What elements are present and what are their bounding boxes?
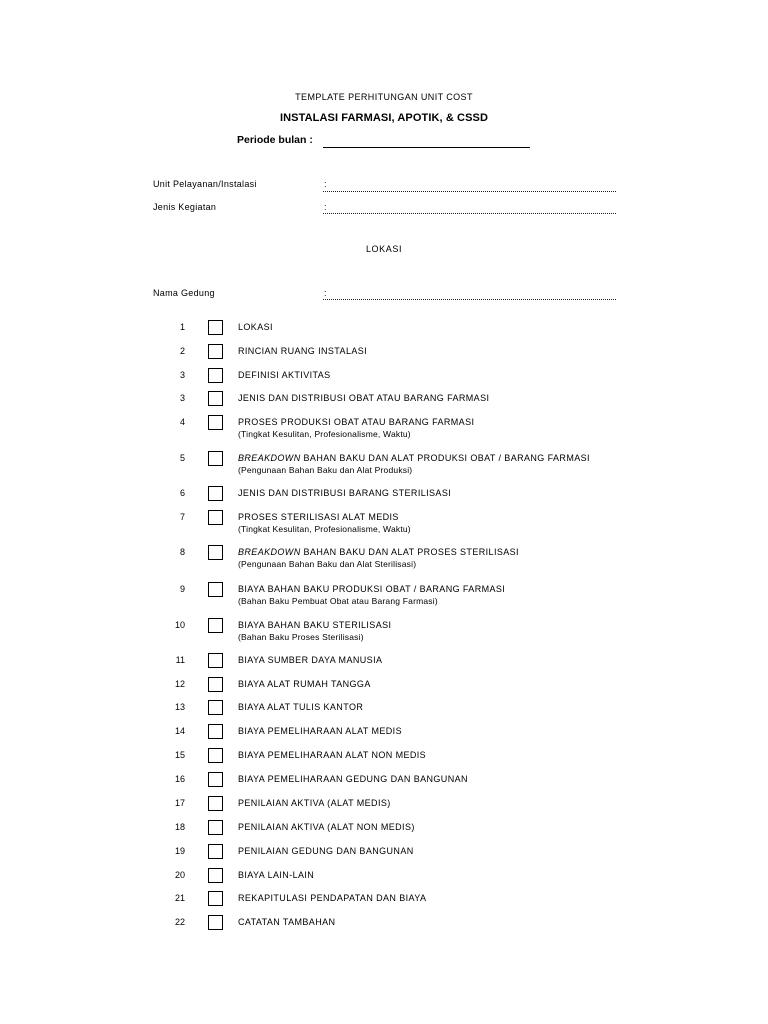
checklist-item-note: (Bahan Baku Proses Sterilisasi) <box>238 632 364 642</box>
checklist-item-title <box>238 369 331 381</box>
checklist-item <box>0 891 768 905</box>
checklist-item-number: 18 <box>174 822 185 832</box>
activity-label: Jenis Kegiatan <box>153 202 217 212</box>
checklist-item-label: BIAYA LAIN-LAIN <box>238 870 315 880</box>
checklist-item-number: 17 <box>174 798 185 808</box>
checklist-item <box>0 915 768 929</box>
checkbox[interactable] <box>208 391 223 406</box>
building-colon: : <box>324 288 327 298</box>
checklist-item-text <box>238 583 505 608</box>
checkbox[interactable] <box>208 344 223 359</box>
checklist-item <box>0 344 768 358</box>
checkbox[interactable] <box>208 415 223 430</box>
unit-input-line[interactable] <box>323 191 616 192</box>
checkbox[interactable] <box>208 320 223 335</box>
unit-label: Unit Pelayanan/Instalasi <box>153 179 257 189</box>
checklist-item-label: BIAYA ALAT TULIS KANTOR <box>238 702 364 712</box>
checkbox[interactable] <box>208 510 223 525</box>
checklist-item-text <box>238 892 426 904</box>
checkbox[interactable] <box>208 915 223 930</box>
checklist-item-label: BAHAN BAKU DAN ALAT PRODUKSI OBAT / BARANG FARMASI <box>303 453 590 463</box>
checklist-item-number: 10 <box>174 620 185 630</box>
checklist-item <box>0 510 768 534</box>
checklist-item <box>0 451 768 475</box>
checklist-item-number: 22 <box>174 917 185 927</box>
checklist-item <box>0 844 768 858</box>
checklist-item-number: 3 <box>179 393 185 403</box>
checkbox[interactable] <box>208 820 223 835</box>
checklist-item-label: JENIS DAN DISTRIBUSI OBAT ATAU BARANG FARMASI <box>238 393 490 403</box>
period-input-line[interactable] <box>323 147 530 148</box>
checklist-item-number: 21 <box>174 893 185 903</box>
checklist-item <box>0 545 768 569</box>
checklist-item <box>0 320 768 334</box>
checkbox[interactable] <box>208 700 223 715</box>
checklist-item-text <box>238 797 391 809</box>
unit-colon: : <box>324 179 327 189</box>
checklist-item-label: BIAYA BAHAN BAKU STERILISASI <box>238 620 392 630</box>
checklist-item <box>0 368 768 382</box>
checklist-item-title <box>238 654 382 666</box>
checkbox[interactable] <box>208 618 223 633</box>
activity-colon: : <box>324 202 327 212</box>
checklist-item-title <box>238 583 505 595</box>
checklist-item-text <box>238 749 426 761</box>
checklist-item-number: 11 <box>175 655 185 665</box>
checklist-item-number: 1 <box>179 322 185 332</box>
checklist-item-label: PROSES STERILISASI ALAT MEDIS <box>238 512 399 522</box>
checklist-item-note: (Tingkat Kesulitan, Profesionalisme, Waktu) <box>238 524 411 534</box>
checklist-item-label: BIAYA PEMELIHARAAN ALAT NON MEDIS <box>238 750 427 760</box>
checklist-item <box>0 748 768 762</box>
checklist-item-text <box>238 725 402 737</box>
checklist-item <box>0 796 768 810</box>
activity-input-line[interactable] <box>323 213 616 214</box>
checklist-item-title <box>238 321 273 333</box>
checklist-item-text <box>238 369 331 381</box>
checklist-item-number: 2 <box>179 346 185 356</box>
checklist-item-label: CATATAN TAMBAHAN <box>238 917 336 927</box>
checklist-item-label: REKAPITULASI PENDAPATAN DAN BIAYA <box>238 893 427 903</box>
checklist-item-text <box>238 345 367 357</box>
checklist-item-title <box>238 725 402 737</box>
checklist-item-label: BIAYA ALAT RUMAH TANGGA <box>238 679 371 689</box>
checklist-item <box>0 724 768 738</box>
checklist-item-label: PENILAIAN GEDUNG DAN BANGUNAN <box>238 846 414 856</box>
checklist-item-label: BIAYA SUMBER DAYA MANUSIA <box>238 655 383 665</box>
checklist-item-label: BIAYA BAHAN BAKU PRODUKSI OBAT / BARANG FARMASI <box>238 584 506 594</box>
checklist-item-number: 8 <box>179 547 185 557</box>
checkbox[interactable] <box>208 677 223 692</box>
checklist-item-number: 16 <box>174 774 185 784</box>
checklist-item-label: LOKASI <box>238 322 273 332</box>
checklist-item-text <box>238 869 314 881</box>
checklist-item-text <box>238 773 468 785</box>
checkbox[interactable] <box>208 724 223 739</box>
checklist-item-title <box>238 916 335 928</box>
checkbox[interactable] <box>208 368 223 383</box>
checklist-item-title <box>238 452 590 464</box>
checklist-item-label: JENIS DAN DISTRIBUSI BARANG STERILISASI <box>238 488 452 498</box>
checklist-item-label: DEFINISI AKTIVITAS <box>238 370 331 380</box>
checklist-item <box>0 391 768 405</box>
checklist-item-title <box>238 487 451 499</box>
checklist-item-title <box>238 845 414 857</box>
checklist-item-text <box>238 392 489 404</box>
checklist-item-title <box>238 345 367 357</box>
checklist-item-title <box>238 416 474 428</box>
checklist-item-note: (Pengunaan Bahan Baku dan Alat Sterilisasi) <box>238 559 417 569</box>
checklist-item-emphasis: BREAKDOWN <box>238 453 301 463</box>
checklist-item-label: RINCIAN RUANG INSTALASI <box>238 346 368 356</box>
checklist-item-label: PENILAIAN AKTIVA (ALAT MEDIS) <box>238 798 391 808</box>
period-label: Periode bulan : <box>237 134 313 146</box>
checklist-item <box>0 415 768 439</box>
checklist-item-text <box>238 619 391 644</box>
checklist-item-text <box>238 678 371 690</box>
checklist-item-title <box>238 511 411 523</box>
checklist-item-number: 3 <box>179 370 185 380</box>
checklist-item-title <box>238 797 391 809</box>
checklist-item-emphasis: BREAKDOWN <box>238 547 301 557</box>
checklist-item-title <box>238 546 519 558</box>
checklist-item-label: PENILAIAN AKTIVA (ALAT NON MEDIS) <box>238 822 415 832</box>
checkbox[interactable] <box>208 451 223 466</box>
checklist-item-label: BAHAN BAKU DAN ALAT PROSES STERILISASI <box>303 547 519 557</box>
checklist-item-label: BIAYA PEMELIHARAAN GEDUNG DAN BANGUNAN <box>238 774 468 784</box>
checkbox[interactable] <box>208 772 223 787</box>
checklist-item-title <box>238 619 391 631</box>
checklist-item <box>0 772 768 786</box>
checklist-item-text <box>238 452 590 477</box>
checklist-item-number: 20 <box>174 870 185 880</box>
checklist-item <box>0 868 768 882</box>
checklist-item-title <box>238 869 314 881</box>
checkbox[interactable] <box>208 844 223 859</box>
checklist-item-number: 13 <box>174 702 185 712</box>
checklist-item-text <box>238 845 414 857</box>
checklist-item-number: 6 <box>179 488 185 498</box>
checklist-item-text <box>238 546 519 571</box>
checklist-item-label: PROSES PRODUKSI OBAT ATAU BARANG FARMASI <box>238 417 475 427</box>
checkbox[interactable] <box>208 545 223 560</box>
checkbox[interactable] <box>208 748 223 763</box>
checklist-item-title <box>238 821 415 833</box>
checklist-item-text <box>238 511 411 536</box>
checklist-item-text <box>238 321 273 333</box>
checklist-item-title <box>238 678 371 690</box>
checklist-item-text <box>238 821 415 833</box>
checklist-item-note: (Tingkat Kesulitan, Profesionalisme, Waktu) <box>238 429 411 439</box>
checklist-item-note: (Bahan Baku Pembuat Obat atau Barang Farmasi) <box>238 596 438 606</box>
checklist-item-number: 5 <box>179 453 185 463</box>
checklist-item-text <box>238 916 335 928</box>
building-label: Nama Gedung <box>153 288 215 298</box>
checkbox[interactable] <box>208 891 223 906</box>
checklist-item <box>0 700 768 714</box>
location-heading: LOKASI <box>365 244 403 254</box>
checklist-item-number: 4 <box>179 417 185 427</box>
checklist-item-text <box>238 701 363 713</box>
checkbox[interactable] <box>208 653 223 668</box>
building-input-line[interactable] <box>323 299 616 300</box>
checklist-item <box>0 582 768 606</box>
checklist-item-title <box>238 773 468 785</box>
document-title: INSTALASI FARMASI, APOTIK, & CSSD <box>279 112 489 124</box>
checkbox[interactable] <box>208 486 223 501</box>
checklist-item-text <box>238 654 382 666</box>
checklist-item-number: 19 <box>174 846 185 856</box>
checkbox[interactable] <box>208 796 223 811</box>
checklist-item-number: 9 <box>179 584 185 594</box>
checklist-item-title <box>238 892 426 904</box>
checklist-item <box>0 653 768 667</box>
checkbox[interactable] <box>208 868 223 883</box>
checklist-item <box>0 677 768 691</box>
checkbox[interactable] <box>208 582 223 597</box>
checklist-item-label: BIAYA PEMELIHARAAN ALAT MEDIS <box>238 726 402 736</box>
checklist-item <box>0 486 768 500</box>
checklist-item-title <box>238 749 426 761</box>
checklist-item-title <box>238 392 489 404</box>
checklist-item-title <box>238 701 363 713</box>
checklist-item-text <box>238 416 474 441</box>
checklist-item-number: 7 <box>179 512 185 522</box>
checklist-item-number: 12 <box>174 679 185 689</box>
checklist-item <box>0 618 768 642</box>
checklist-item-number: 15 <box>174 750 185 760</box>
checklist-item-note: (Pengunaan Bahan Baku dan Alat Produksi) <box>238 465 413 475</box>
checklist-item <box>0 820 768 834</box>
checklist-item-text <box>238 487 451 499</box>
template-title: TEMPLATE PERHITUNGAN UNIT COST <box>295 92 473 102</box>
checklist-item-number: 14 <box>174 726 185 736</box>
